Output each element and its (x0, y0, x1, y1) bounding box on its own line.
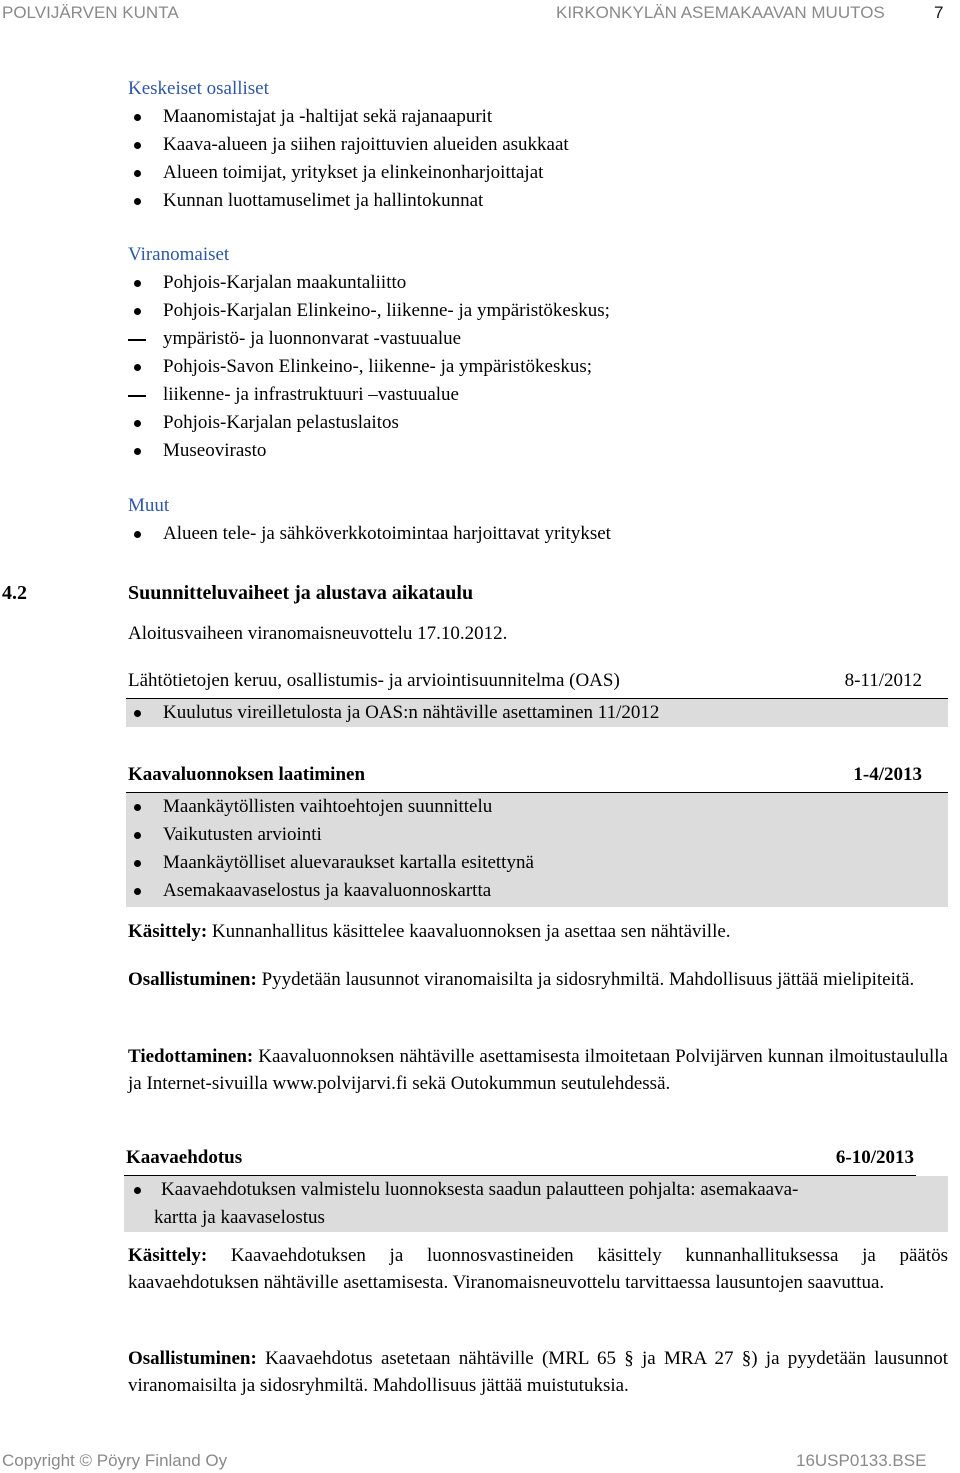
list-item: Maanomistajat ja -haltijat sekä rajanaapurit (163, 106, 493, 127)
phase-items (126, 793, 948, 907)
list-item: Maankäytöllisten vaihtoehtojen suunnittelu (163, 796, 493, 817)
list-item: Alueen toimijat, yritykset ja elinkeinonharjoittajat (163, 162, 544, 183)
group-title-viranomaiset: Viranomaiset (128, 244, 230, 265)
phase-items (124, 1176, 948, 1232)
list-item: Kaava-alueen ja siihen rajoittuvien alueiden asukkaat (163, 134, 569, 155)
list-item: Museovirasto (163, 440, 267, 461)
footer-doc-id: 16USP0133.BSE (796, 1451, 927, 1470)
group-list-keskeiset (128, 103, 569, 215)
page-header (0, 0, 960, 26)
phase-oas (126, 668, 948, 727)
phase-title: Lähtötietojen keruu, osallistumis- ja arviointisuunnitelma (OAS) (128, 670, 620, 691)
section-intro: Aloitusvaiheen viranomaisneuvottelu 17.10.2012. (128, 623, 508, 644)
paragraph-label: Tiedottaminen: (128, 1046, 254, 1067)
paragraph-kasittely-2: Käsittely: Kaavaehdotuksen ja luonnosvastineiden käsittely kunnanhallituksessa ja päätös kaavaehdotuksen nähtäville asettamisesta. Viranomaisneuvottelu tarvittaessa lausuntojen saavuttua. (128, 1245, 948, 1293)
phase-date: 1-4/2013 (853, 764, 922, 785)
paragraph-label: Käsittely: (128, 1245, 208, 1266)
list-item: Kaavaehdotuksen valmistelu luonnoksesta saadun palautteen pohjalta: asemakaava- (161, 1179, 799, 1200)
list-item: Pohjois-Karjalan Elinkeino-, liikenne- ja ympäristökeskus; (163, 300, 610, 321)
list-item: Alueen tele- ja sähköverkkotoimintaa harjoittavat yritykset (163, 523, 611, 544)
paragraph-tiedottaminen: Tiedottaminen: Kaavaluonnoksen nähtäville asettamisesta ilmoitetaan Polvijärven kunnan ilmoitustaululla ja Internet-sivuilla www.polvijarvi.fi sekä Outokummun seutulehdessä. (128, 1046, 948, 1094)
section-number: 4.2 (2, 582, 27, 604)
page-number: 7 (934, 3, 944, 22)
paragraph-label: Osallistuminen: (128, 1348, 257, 1369)
section-title: Suunnitteluvaiheet ja alustava aikataulu (128, 582, 474, 604)
phase-header (126, 668, 948, 699)
list-item: Pohjois-Savon Elinkeino-, liikenne- ja ympäristökeskus; (163, 356, 593, 377)
list-item-continuation: kartta ja kaavaselostus (154, 1207, 325, 1228)
phase-header (124, 1145, 916, 1176)
phase-date: 6-10/2013 (835, 1147, 914, 1168)
list-item: Pohjois-Karjalan pelastuslaitos (163, 412, 399, 433)
list-item: Pohjois-Karjalan maakuntaliitto (163, 272, 407, 293)
list-item: Maankäytölliset aluevaraukset kartalla esitettynä (163, 852, 534, 873)
phase-items (126, 699, 948, 727)
paragraph-osallistuminen-1: Osallistuminen: Pyydetään lausunnot viranomaisilta ja sidosryhmiltä. Mahdollisuus jättää mielipiteitä. (128, 969, 915, 990)
list-item: Kunnan luottamuselimet ja hallintokunnat (163, 190, 484, 211)
group-list-viranomaiset (128, 269, 610, 465)
list-item: ympäristö- ja luonnonvarat -vastuualue (163, 328, 462, 349)
group-title-muut: Muut (128, 495, 170, 516)
footer-copyright: Copyright © Pöyry Finland Oy (2, 1451, 228, 1470)
paragraph-osallistuminen-2: Osallistuminen: Kaavaehdotus asetetaan nähtäville (MRL 65 § ja MRA 27 §) ja pyydetään lausunnot viranomaisilta ja sidosryhmiltä. Mahdollisuus jättää muistutuksia. (128, 1348, 948, 1396)
paragraph-label: Käsittely: (128, 921, 208, 942)
paragraph-label: Osallistuminen: (128, 969, 257, 990)
phase-luonnos (126, 762, 948, 907)
phase-header (126, 762, 948, 793)
phase-date: 8-11/2012 (844, 670, 922, 691)
group-list-muut (128, 520, 611, 548)
page-footer (0, 1449, 960, 1473)
list-item: Kuulutus vireilletulosta ja OAS:n nähtäville asettaminen 11/2012 (163, 702, 660, 723)
phase-ehdotus (124, 1145, 948, 1232)
list-item: Vaikutusten arviointi (163, 824, 322, 845)
phase-title: Kaavaluonnoksen laatiminen (128, 764, 366, 785)
list-item: Asemakaavaselostus ja kaavaluonnoskartta (163, 880, 492, 901)
paragraph-kasittely-1: Käsittely: Kunnanhallitus käsittelee kaavaluonnoksen ja asettaa sen nähtäville. (128, 921, 731, 942)
header-right: KIRKONKYLÄN ASEMAKAAVAN MUUTOS (556, 3, 885, 22)
list-item: liikenne- ja infrastruktuuri –vastuualue (163, 384, 459, 405)
group-title-keskeiset: Keskeiset osalliset (128, 78, 269, 99)
phase-title: Kaavaehdotus (126, 1147, 243, 1168)
header-left: POLVIJÄRVEN KUNTA (2, 3, 179, 22)
